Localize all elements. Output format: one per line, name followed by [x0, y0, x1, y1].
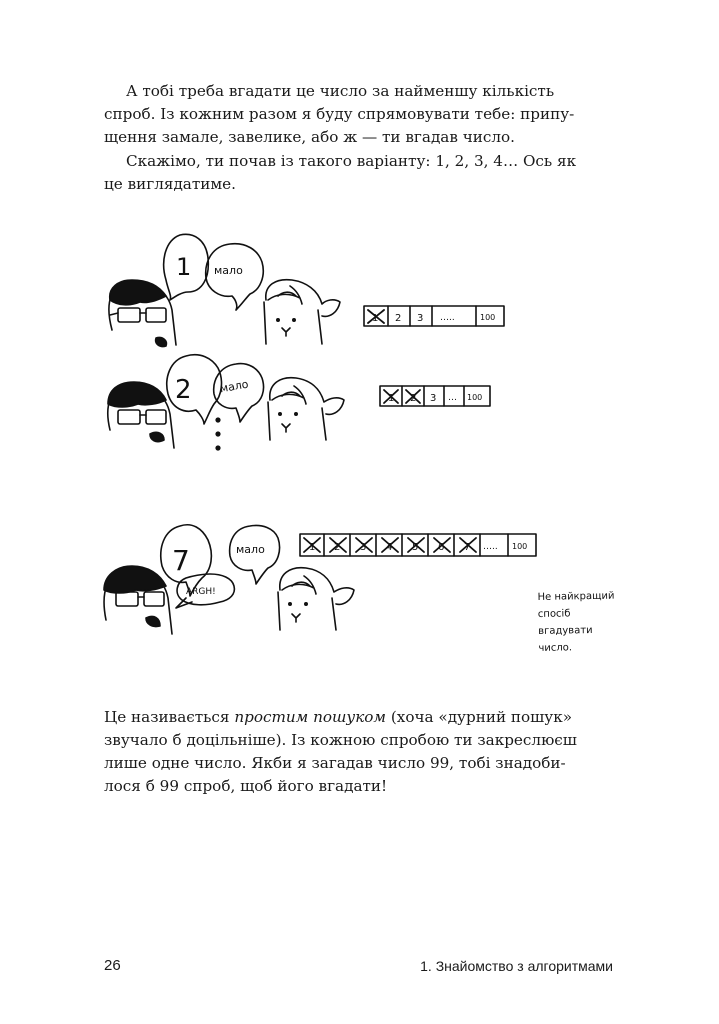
row1-cell: 100 — [480, 313, 496, 322]
row3-cell: 4 — [386, 542, 393, 553]
row2-guesser-face — [108, 382, 174, 448]
row3-cell: 100 — [512, 542, 528, 551]
row1-cell: 2 — [395, 313, 402, 324]
row3-cell: 5 — [412, 542, 419, 553]
side-note-line: число. — [538, 642, 573, 654]
row2-reply: мало — [218, 377, 250, 396]
paragraph-conclusion — [104, 706, 577, 798]
row1-guesser-face — [109, 280, 176, 347]
row1-reply: мало — [214, 264, 243, 277]
emphasis-term: простим пошуком — [234, 708, 387, 726]
row3-guess: 7 — [172, 544, 190, 577]
row1-girl-face — [264, 280, 340, 344]
text-fragment: Це називається — [104, 708, 235, 726]
row2-cell: 2 — [410, 393, 417, 404]
row3-guesser-face — [104, 566, 172, 634]
chapter-title: 1. Знайомство з алгоритмами — [420, 958, 613, 974]
row3-reply: мало — [236, 543, 265, 556]
text-line: А тобі треба вгадати це число за найменшу кількість — [126, 82, 555, 100]
row1-cell: ….. — [440, 313, 455, 323]
side-note-line: вгадувати — [538, 625, 593, 637]
row3-cell: 2 — [334, 542, 341, 553]
text-line: лише одне число. Якби я загадав число 99, тобі знадоби- — [104, 754, 566, 772]
text-line: щення замале, завелике, або ж — ти вгадав число. — [104, 128, 516, 146]
row2-guess: 2 — [175, 375, 192, 405]
text-line: спроб. Із кожним разом я буду спрямовувати тебе: припу- — [104, 105, 575, 123]
row3-cell: 1 — [309, 542, 316, 553]
row3-cell: ….. — [483, 542, 498, 552]
row3-cell: 3 — [360, 542, 367, 553]
text-line: це виглядатиме. — [104, 175, 237, 193]
ellipsis-dot — [216, 446, 220, 450]
row2-cell: 3 — [430, 393, 437, 404]
row2-girl-face — [268, 378, 344, 440]
side-note-line: Не найкращий — [537, 590, 615, 603]
row3-girl-face — [278, 568, 354, 630]
side-note — [537, 587, 648, 657]
page-number: 26 — [104, 957, 121, 974]
text-fragment: (хоча «дурний пошук» — [386, 708, 573, 726]
ellipsis-dot — [216, 418, 220, 422]
row1-guess: 1 — [176, 253, 192, 281]
row3-exclaim: ARGH! — [186, 587, 216, 597]
row2-cell: 1 — [388, 393, 395, 404]
row2-cell: … — [448, 393, 457, 403]
text-line: звучало б доцільніше). Із кожною спробою ти закреслюєш — [104, 731, 577, 749]
row3-cell: 7 — [464, 542, 471, 553]
ellipsis-dot — [216, 432, 220, 436]
text-line: Скажімо, ти почав із такого варіанту: 1, 2, 3, 4… Ось як — [126, 152, 577, 170]
text-line: лося б 99 спроб, щоб його вгадати! — [104, 777, 388, 795]
row1-cell: 3 — [417, 313, 424, 324]
text-line — [104, 706, 573, 729]
row2-cell: 100 — [467, 393, 483, 402]
row1-cell: 1 — [372, 313, 379, 324]
side-note-line: спосіб — [537, 608, 571, 620]
row3-cell: 6 — [438, 542, 445, 553]
